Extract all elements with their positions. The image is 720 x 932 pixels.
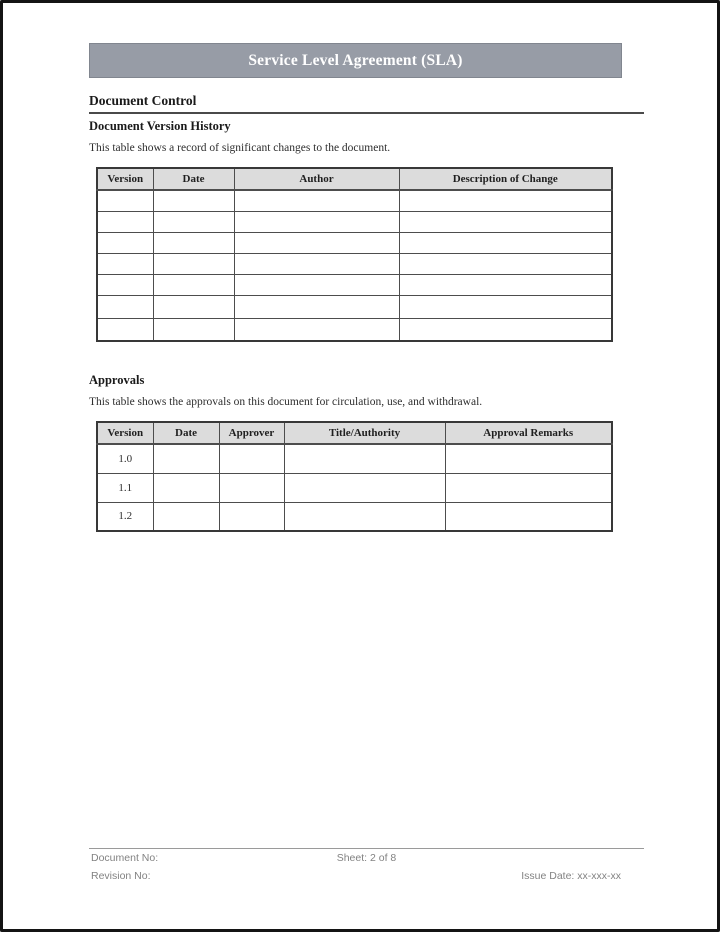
table-row [97,444,612,473]
table-row [97,295,612,318]
empty-cell [399,295,612,318]
empty-cell [97,274,153,295]
issue-date-label: Issue Date: xx-xxx-xx [521,870,621,882]
column-header-version: Version [97,168,153,190]
table-row [97,502,612,531]
empty-cell [284,502,445,531]
sheet-label: Sheet: 2 of 8 [336,852,397,864]
table-header-row [97,422,612,444]
empty-cell [97,190,153,211]
version-history-description: This table shows a record of significant changes to the document. [89,142,391,154]
revision-no-label: Revision No: [91,870,151,882]
version-cell: 1.1 [97,473,153,502]
approvals-heading: Approvals [89,373,145,387]
empty-cell [399,190,612,211]
version-history-table [96,167,613,342]
empty-cell [153,295,234,318]
empty-cell [97,232,153,253]
document-no-label: Document No: [91,852,159,864]
empty-cell [399,253,612,274]
empty-cell [153,318,234,341]
table-row [97,190,612,211]
empty-cell [153,502,219,531]
empty-cell [97,253,153,274]
column-header-description-of-change: Description of Change [399,168,612,190]
footer-row-2 [89,870,644,885]
empty-cell [219,473,284,502]
column-header-date: Date [153,422,219,444]
table-row [97,318,612,341]
empty-cell [97,318,153,341]
table-row [97,232,612,253]
empty-cell [153,211,234,232]
empty-cell [234,190,399,211]
empty-cell [234,232,399,253]
page-content [89,3,644,532]
empty-cell [234,253,399,274]
empty-cell [234,295,399,318]
empty-cell [284,473,445,502]
empty-cell [284,444,445,473]
table-row [97,274,612,295]
empty-cell [234,318,399,341]
empty-cell [445,473,612,502]
empty-cell [153,232,234,253]
table-row [97,473,612,502]
empty-cell [153,274,234,295]
empty-cell [153,473,219,502]
column-header-approver: Approver [219,422,284,444]
version-history-heading: Document Version History [89,119,231,133]
document-title: Service Level Agreement (SLA) [248,52,463,69]
empty-cell [399,274,612,295]
footer-row-1 [89,852,644,867]
table-row [97,253,612,274]
empty-cell [399,318,612,341]
empty-cell [219,444,284,473]
empty-cell [445,502,612,531]
title-banner [89,43,622,78]
column-header-author: Author [234,168,399,190]
empty-cell [97,211,153,232]
empty-cell [153,444,219,473]
document-control-heading: Document Control [89,93,644,114]
empty-cell [399,232,612,253]
empty-cell [399,211,612,232]
empty-cell [234,211,399,232]
column-header-approval-remarks: Approval Remarks [445,422,612,444]
column-header-version: Version [97,422,153,444]
column-header-title-authority: Title/Authority [284,422,445,444]
version-cell: 1.0 [97,444,153,473]
column-header-date: Date [153,168,234,190]
approvals-description: This table shows the approvals on this document for circulation, use, and withdrawal. [89,396,483,408]
empty-cell [97,295,153,318]
page-footer [89,848,644,885]
version-cell: 1.2 [97,502,153,531]
empty-cell [153,190,234,211]
empty-cell [153,253,234,274]
empty-cell [445,444,612,473]
table-row [97,211,612,232]
empty-cell [219,502,284,531]
approvals-table [96,421,613,532]
table-header-row [97,168,612,190]
empty-cell [234,274,399,295]
